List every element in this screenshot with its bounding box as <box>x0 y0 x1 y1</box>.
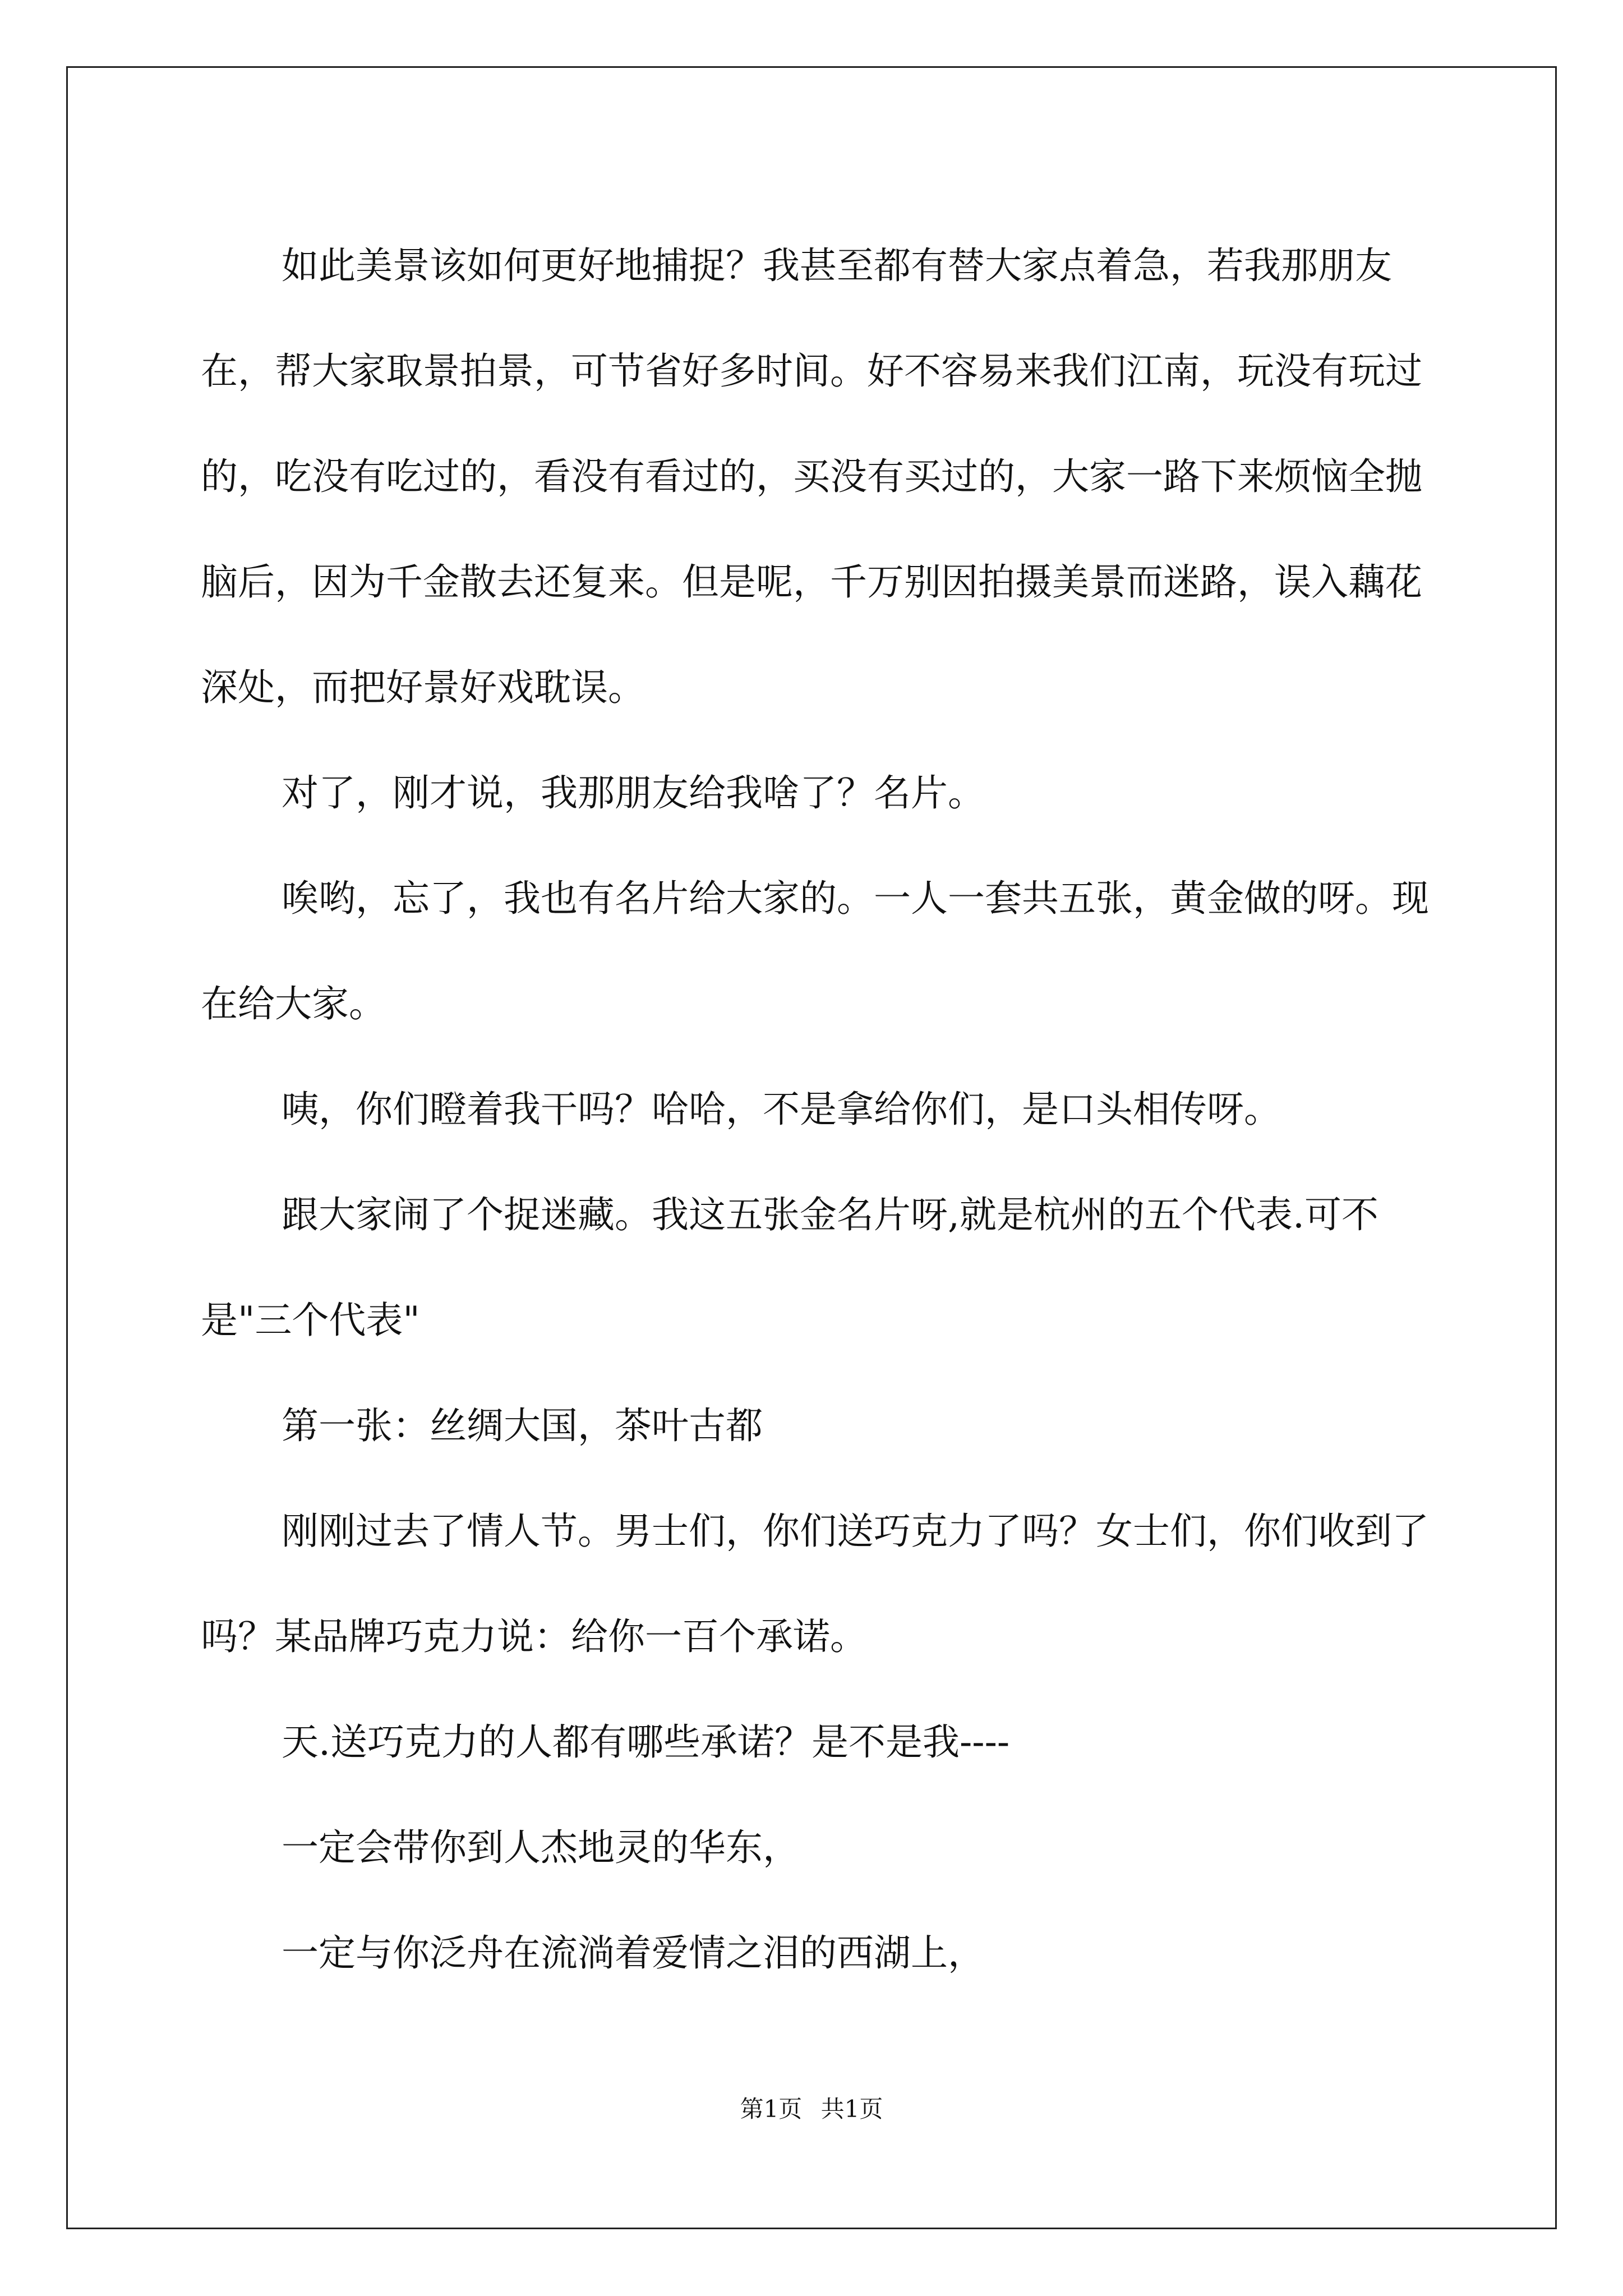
document-body <box>201 213 1435 2006</box>
page-total: 共1页 <box>820 2095 883 2123</box>
page-number: 第1页 <box>740 2095 803 2123</box>
paragraph: 如此美景该如何更好地捕捉？我甚至都有替大家点着急，若我那朋友在，帮大家取景拍景，可节省好多时间。好不容易来我们江南，玩没有玩过的，吃没有吃过的，看没有看过的，买没有买过的，大家一路下来烦恼全抛脑后，因为千金散去还复来。但是呢，千万别因拍摄美景而迷路，误入藕花深处，而把好景好戏耽误。 <box>201 244 1422 709</box>
paragraph: 咦，你们瞪着我干吗？哈哈，不是拿给你们，是口头相传呀。 <box>282 1088 1281 1131</box>
paragraph: 天.送巧克力的人都有哪些承诺？是不是我---- <box>282 1720 1010 1764</box>
paragraph: 第一张：丝绸大国，茶叶古都 <box>282 1404 763 1447</box>
paragraph: 一定会带你到人杰地灵的华东， <box>282 1826 800 1869</box>
paragraph: 跟大家闹了个捉迷藏。我这五张金名片呀,就是杭州的五个代表.可不是"三个代表" <box>201 1193 1378 1342</box>
paragraph: 对了，刚才说，我那朋友给我啥了？名片。 <box>282 771 985 815</box>
paragraph: 唉哟，忘了，我也有名片给大家的。一人一套共五张，黄金做的呀。现在给大家。 <box>201 877 1429 1025</box>
paragraph: 一定与你泛舟在流淌着爱情之泪的西湖上， <box>282 1931 985 1975</box>
paragraph: 刚刚过去了情人节。男士们，你们送巧克力了吗？女士们，你们收到了吗？某品牌巧克力说：给你一百个承诺。 <box>201 1510 1429 1658</box>
page-footer <box>0 2092 1623 2126</box>
